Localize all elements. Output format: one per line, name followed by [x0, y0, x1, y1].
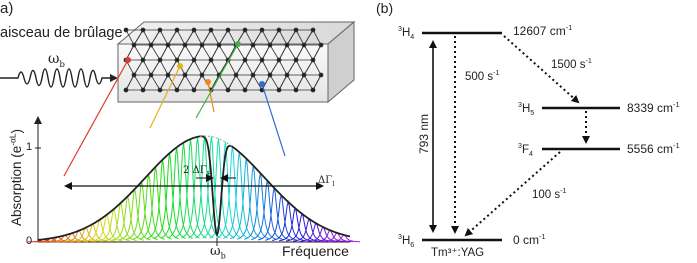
- lattice-ion: [141, 88, 145, 92]
- lattice-ion: [175, 28, 179, 32]
- y-axis-arrow-icon: [34, 116, 42, 124]
- omega-b-axis-label: $\omega_b$: [210, 244, 226, 261]
- lattice-ion: [319, 43, 323, 47]
- lattice-ion: [124, 88, 128, 92]
- lattice-ion: [132, 73, 136, 77]
- lattice-ion: [294, 28, 298, 32]
- lattice-ion: [158, 28, 162, 32]
- lattice-ion: [234, 73, 238, 77]
- energy-label-3h6: 0 $cm^{-1}$: [513, 232, 546, 247]
- y-tick-label-1: 1: [26, 141, 33, 153]
- lattice-ion: [217, 43, 221, 47]
- lattice-ion: [209, 58, 213, 62]
- energy-label-3h4: 12607 $cm^{-1}$: [513, 23, 573, 38]
- lattice-ion: [226, 28, 230, 32]
- lattice-ion: [243, 88, 247, 92]
- level-label-3f4: $^3F_4$: [518, 142, 533, 159]
- lattice-ion: [251, 73, 255, 77]
- lattice-ion: [268, 73, 272, 77]
- inhomogeneous-width-label: $\Delta\Gamma_I$: [318, 175, 335, 188]
- lattice-ion: [158, 88, 162, 92]
- y-axis-label: Absorption $(e^{-\alpha L})$: [7, 128, 24, 227]
- lattice-ion: [251, 43, 255, 47]
- lattice-ion: [285, 73, 289, 77]
- lattice-ion: [166, 43, 170, 47]
- burning-beam-label: aisceau de brûlage: [0, 25, 123, 41]
- lattice-ion: [124, 28, 128, 32]
- panel-b-tag: (b): [376, 0, 394, 16]
- lattice-ion: [183, 43, 187, 47]
- rate-label-100: 100 $s^{-1}$: [532, 187, 567, 201]
- rate-label-1500: 1500 $s^{-1}$: [551, 57, 592, 71]
- lattice-ion: [200, 73, 204, 77]
- lattice-ion: [175, 58, 179, 62]
- lattice-ion: [260, 28, 264, 32]
- lattice-ion: [319, 73, 323, 77]
- lattice-ion: [311, 58, 315, 62]
- lattice-ion: [158, 58, 162, 62]
- lattice-ion: [277, 88, 281, 92]
- lattice-ion: [200, 43, 204, 47]
- lattice-ion: [277, 28, 281, 32]
- lattice-ion: [294, 88, 298, 92]
- lattice-ion: [311, 88, 315, 92]
- energy-label-3h5: 8339 $cm^{-1}$: [627, 100, 680, 115]
- lattice-ion: [226, 88, 230, 92]
- x-axis-label: Fréquence: [282, 243, 349, 259]
- lattice-ion: [192, 28, 196, 32]
- lattice-ion: [175, 88, 179, 92]
- y-tick-label-0: 0: [26, 235, 33, 247]
- lattice-ion: [268, 43, 272, 47]
- lattice-ion: [166, 73, 170, 77]
- lattice-ion: [192, 58, 196, 62]
- crystal-label: Tm³⁺:YAG: [431, 247, 485, 259]
- lattice-ion: [132, 43, 136, 47]
- lattice-ion: [294, 58, 298, 62]
- lattice-ion: [183, 73, 187, 77]
- level-label-3h5: $^3H_5$: [518, 101, 535, 118]
- lattice-ion: [149, 73, 153, 77]
- hole-width-label: 2 $\Delta\Gamma_H$: [183, 165, 213, 178]
- lattice-ion: [209, 28, 213, 32]
- lattice-ion: [311, 28, 315, 32]
- panel-a-tag: a): [0, 0, 14, 17]
- crystal-lattice-box: [118, 22, 354, 102]
- lattice-ion: [192, 88, 196, 92]
- lattice-ion: [285, 43, 289, 47]
- level-label-3h4: $^3H_4$: [398, 25, 415, 42]
- lattice-ion: [243, 58, 247, 62]
- lattice-ion: [243, 28, 247, 32]
- rate-label-500: 500 $s^{-1}$: [465, 69, 500, 83]
- lattice-ion: [302, 43, 306, 47]
- burning-beam-wave: [0, 69, 112, 87]
- lattice-ion: [141, 28, 145, 32]
- lattice-ion: [277, 58, 281, 62]
- lattice-ion: [260, 58, 264, 62]
- lattice-ion: [141, 58, 145, 62]
- omega-b-beam-label: $\omega_b$: [48, 51, 65, 70]
- lattice-ion: [149, 43, 153, 47]
- pump-wavelength-label: 793 nm: [417, 113, 431, 155]
- lattice-ion: [302, 73, 306, 77]
- level-label-3h6: $^3H_6$: [398, 233, 415, 250]
- energy-label-3f4: 5556 $cm^{-1}$: [627, 141, 680, 156]
